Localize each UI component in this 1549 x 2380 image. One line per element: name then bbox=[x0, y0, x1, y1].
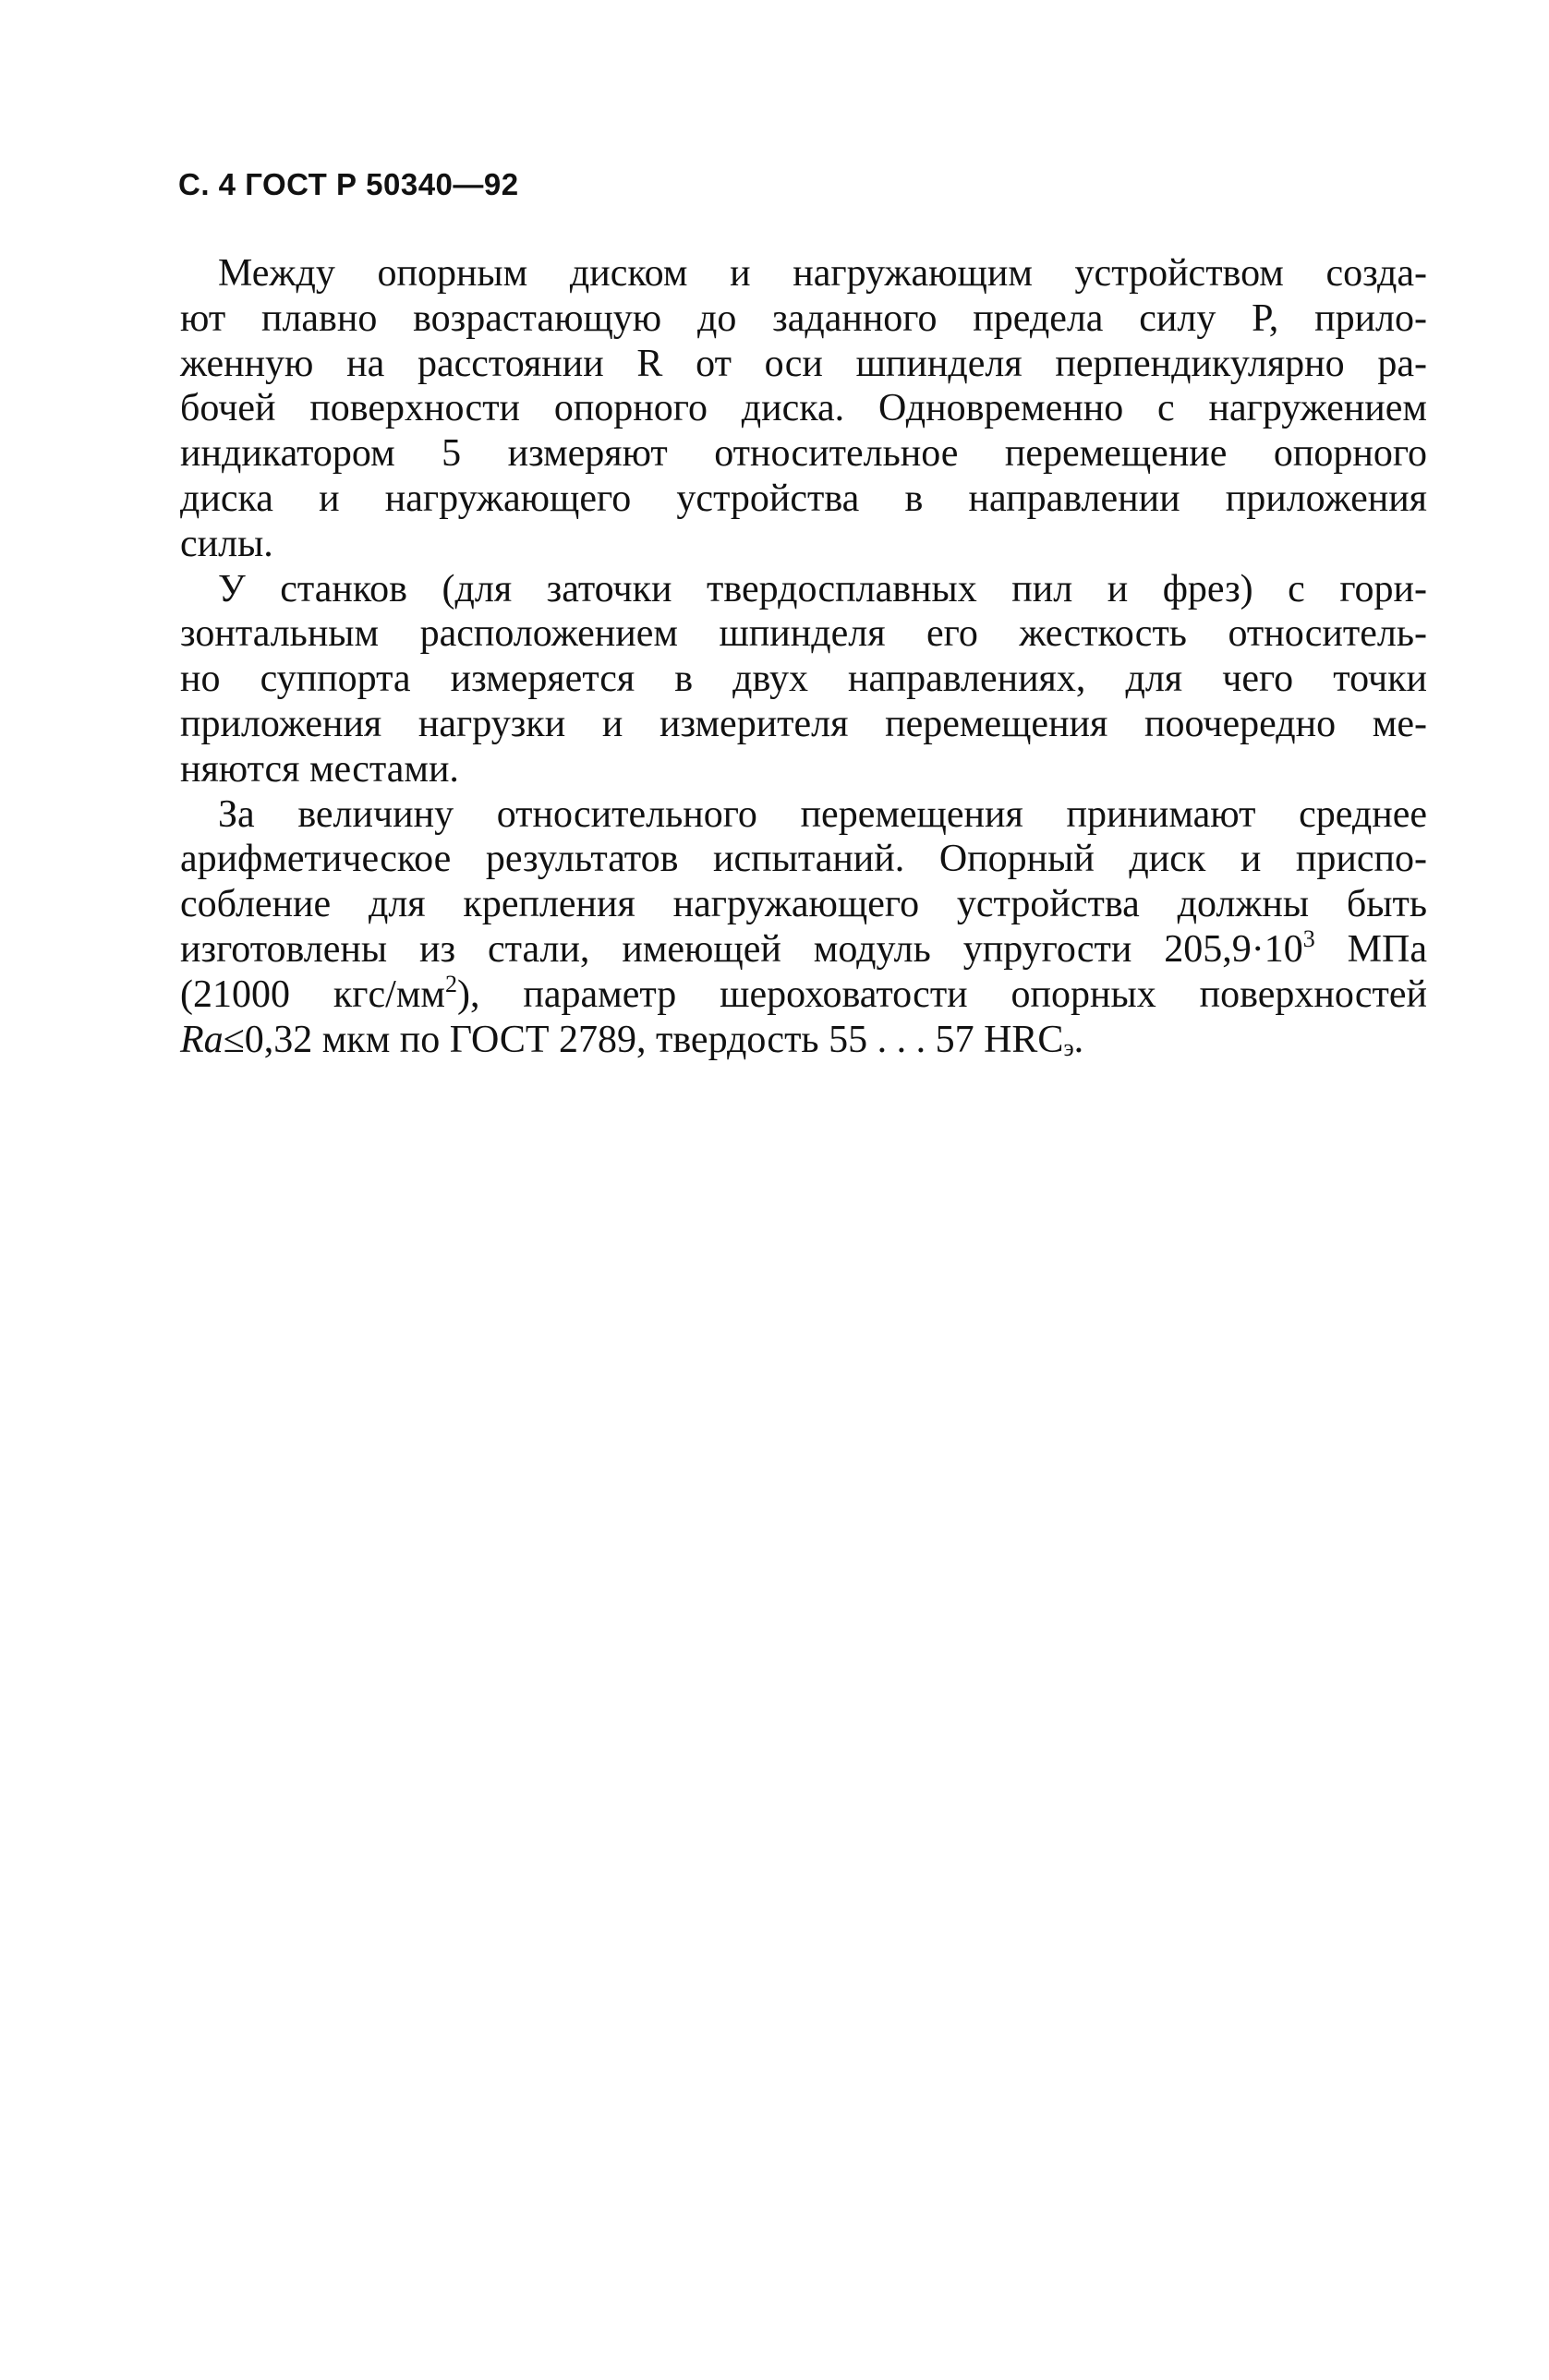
paragraph-3 bbox=[180, 792, 1427, 1063]
text-line: няются местами. bbox=[180, 747, 459, 791]
superscript-exponent: 3 bbox=[1302, 924, 1315, 952]
text-line-modulus bbox=[180, 924, 1427, 973]
superscript-exponent: 2 bbox=[445, 970, 457, 997]
roughness-symbol: Ra bbox=[180, 1018, 224, 1061]
text-line: ют плавно возрастающую до заданного предела силу P, прило- bbox=[180, 296, 1427, 340]
text-line: арифметическое результатов испытаний. Опорный диск и приспо- bbox=[180, 838, 1427, 881]
text-segment: изготовлены из стали, имеющей модуль упругости 205,9·10 bbox=[180, 927, 1303, 971]
text-segment: . bbox=[1073, 1018, 1084, 1061]
text-line: Между опорным диском и нагружающим устройством созда- bbox=[218, 252, 1427, 295]
text-line: но суппорта измеряется в двух направлениях, для чего точки bbox=[180, 658, 1427, 701]
text-segment: МПа bbox=[1314, 927, 1427, 971]
text-line: зонтальным расположением шпинделя его жесткость относитель- bbox=[180, 612, 1427, 656]
text-line: силы. bbox=[180, 522, 273, 565]
text-segment: ≤0,32 мкм по ГОСТ 2789, твердость 55 . . . 57 HRC bbox=[223, 1018, 1064, 1061]
text-line: приложения нагрузки и измерителя перемещения поочередно ме- bbox=[180, 702, 1427, 745]
text-line: женную на расстоянии R от оси шпинделя перпендикулярно ра- bbox=[180, 342, 1427, 385]
text-line: индикатором 5 измеряют относительное перемещение опорного bbox=[180, 432, 1427, 476]
text-line-roughness bbox=[180, 1018, 1427, 1063]
document-body bbox=[180, 251, 1427, 1062]
text-line: собление для крепления нагружающего устройства должны быть bbox=[180, 883, 1427, 926]
text-line: диска и нагружающего устройства в направлении приложения bbox=[180, 477, 1427, 520]
text-line-area bbox=[180, 970, 1427, 1018]
text-segment: (21000 кгс/мм bbox=[180, 973, 445, 1016]
paragraph-1 bbox=[180, 251, 1427, 567]
text-line: За величину относительного перемещения принимают среднее bbox=[218, 792, 1427, 836]
text-line: бочей поверхности опорного диска. Одновременно с нагружением bbox=[180, 387, 1427, 430]
text-segment: ), параметр шероховатости опорных поверхностей bbox=[457, 973, 1427, 1016]
subscript-hardness: э bbox=[1063, 1033, 1074, 1061]
text-line: У станков (для заточки твердосплавных пил и фрез) с гори- bbox=[218, 567, 1427, 610]
running-header: С. 4 ГОСТ Р 50340—92 bbox=[178, 167, 519, 201]
paragraph-2 bbox=[180, 567, 1427, 792]
